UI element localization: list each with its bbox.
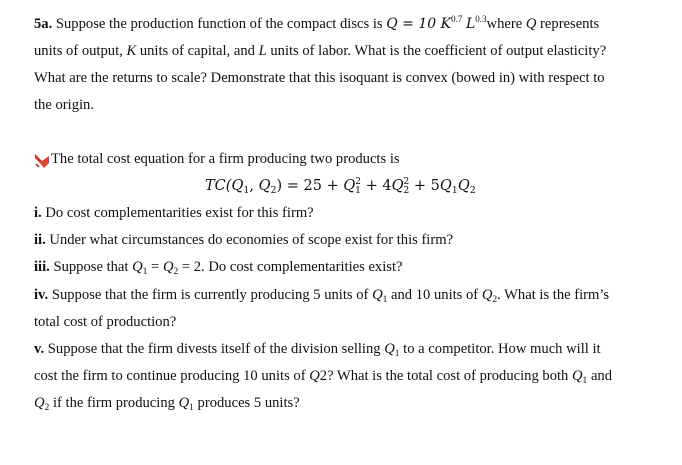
pencil-annotation-icon[interactable]: [34, 152, 50, 169]
p6-intro: The total cost equation for a firm producing two products is: [51, 151, 400, 167]
p6-item-v-cont-1: cost the firm to continue producing 10 units of Q2? What is the total cost of producing both $Q_1$ and: [34, 368, 613, 386]
p5a-line-3: What are the returns to scale? Demonstrate that this isoquant is convex (bowed in) with respect to: [34, 70, 605, 86]
p6-item-iv: iv. Suppose that the firm is currently producing 5 units of $Q_1$ and 10 units of $Q_2$. What is the firm’s: [34, 287, 610, 305]
p5a-label: 5a.: [34, 16, 53, 32]
p5a-line-1: 5a. Suppose the production function of the compact discs is Q = 10 $K^{0.7}$ $L^{0.3}where$ Q represents: [34, 14, 600, 32]
p5a-line-2: units of output, K units of capital, and L units of labor. What is the coefficient of output elasticity?: [34, 43, 607, 59]
p6-item-v-cont-2: $Q_2$ if the firm producing $Q_1$ produces 5 units?: [34, 395, 300, 413]
p6-item-ii: ii. Under what circumstances do economies of scope exist for this firm?: [34, 232, 454, 248]
p5a-line-4: the origin.: [34, 97, 94, 113]
p6-item-iii: iii. Suppose that $Q_1 = Q_2 = 2$. Do cost complementarities exist?: [34, 259, 403, 277]
total-cost-equation: $TC(Q_1$, $Q_2) = 25 + Q^2_1 + 4Q^2_2 + 5Q_1Q_2$: [205, 177, 476, 196]
p6-item-i: i. Do cost complementarities exist for this firm?: [34, 205, 314, 221]
p6-item-v: v. Suppose that the firm divests itself of the division selling $Q_1$ to a competitor. How much will it: [34, 341, 601, 359]
math-Q: Q: [386, 16, 398, 32]
p6-item-iv-cont: total cost of production?: [34, 314, 177, 330]
